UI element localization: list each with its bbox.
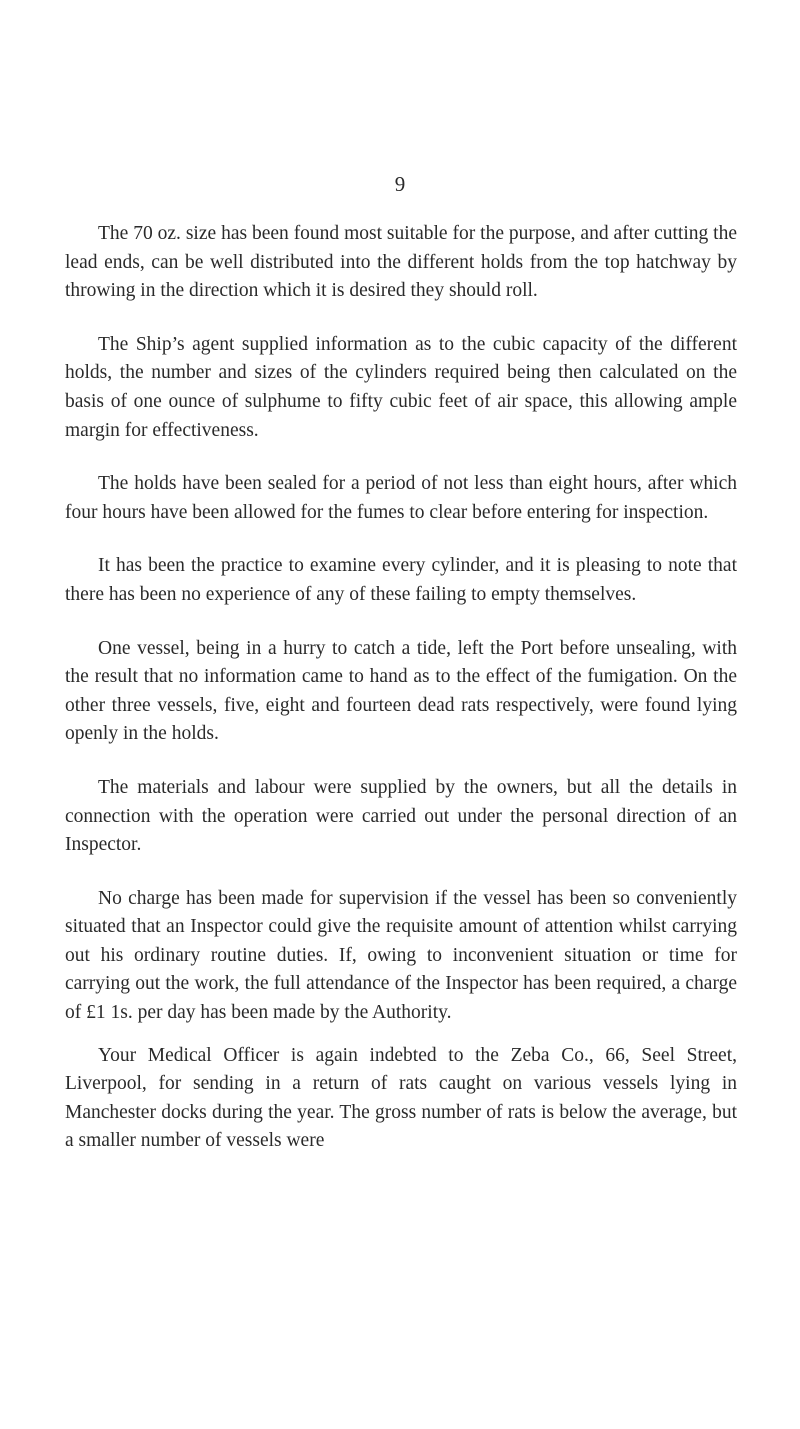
body-text — [65, 220, 737, 1181]
paragraph-cubic-capacity: The Ship’s agent supplied information as to the cubic capacity of the different holds, the number and sizes of the cylinders required being then calculated on the basis of one ounce of sulphume to fifty cubic feet of air space, this allowing ample margin for effectiveness. — [65, 333, 737, 441]
paragraph-holds-sealed: The holds have been sealed for a period of not less than eight hours, after which four hours have been allowed for the fumes to clear before entering for inspection. — [65, 473, 737, 523]
paragraph-cylinder-examination: It has been the practice to examine every cylinder, and it is pleasing to note that there has been no experience of any of these failing to empty themselves. — [65, 555, 737, 605]
page-number: 9 — [394, 172, 406, 196]
paragraph-materials-labour: The materials and labour were supplied by the owners, but all the details in connection with the operation were carried out under the personal direction of an Inspector. — [65, 776, 737, 856]
paragraph-vessel-results: One vessel, being in a hurry to catch a tide, left the Port before unsealing, with the result that no information came to hand as to the effect of the fumigation. On the other three vessels, five, eight and fourteen dead rats respectively, were found lying openly in the holds. — [65, 637, 737, 745]
paragraph-supervision-charge: No charge has been made for supervision if the vessel has been so conveniently situated that an Inspector could give the requisite amount of attention whilst carrying out his ordinary routine duties. If, owing to inconvenient situation or time for carrying out the work, the full attendance of the Inspector has been required, a charge of £1 1s. per day has been made by the Authority. — [65, 887, 737, 1024]
paragraph-cylinder-size: The 70 oz. size has been found most suitable for the purpose, and after cutting the lead ends, can be well distributed into the different holds from the top hatchway by throwing in the direction which it is desired they should roll. — [65, 223, 737, 302]
paragraph-zeba-return: Your Medical Officer is again indebted to the Zeba Co., 66, Seel Street, Liverpool, for sending in a return of rats caught on various vessels lying in Manchester docks during the year. The gross number of rats is below the average, but a smaller number of vessels were — [65, 1044, 737, 1152]
